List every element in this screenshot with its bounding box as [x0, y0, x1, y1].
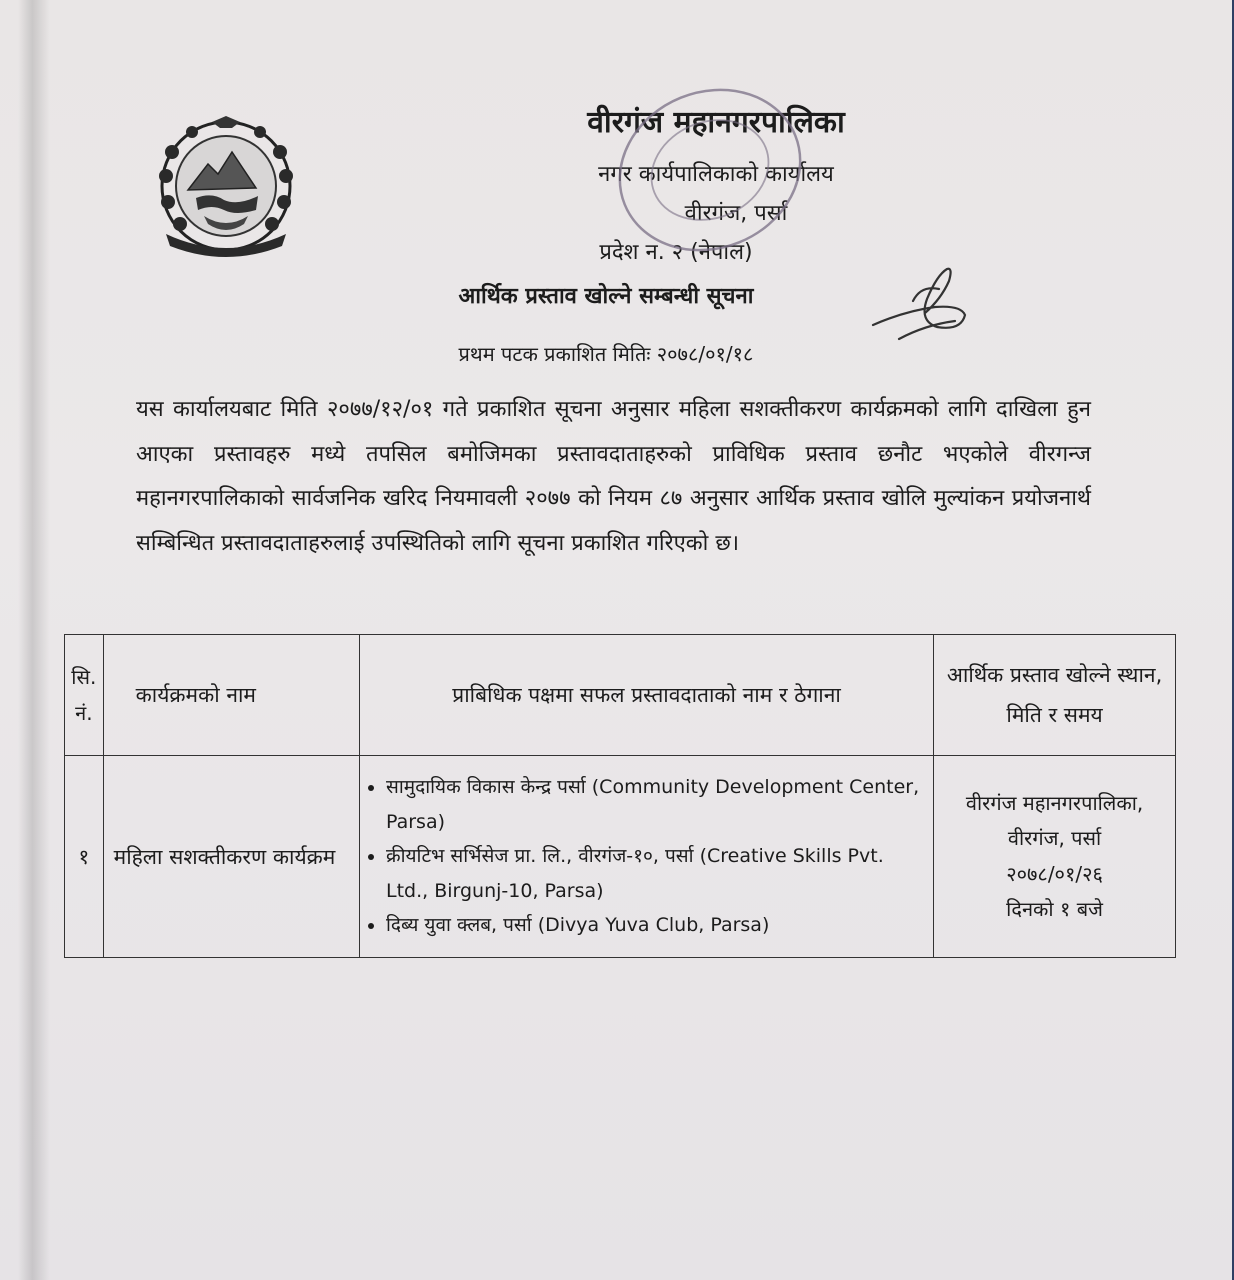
- notice-title: आर्थिक प्रस्ताव खोल्ने सम्बन्धी सूचना: [458, 284, 754, 309]
- header-applicants: प्राबिधिक पक्षमा सफल प्रस्तावदाताको नाम र ठेगाना: [359, 635, 933, 756]
- list-item: • क्रीयटिभ सर्भिसेज प्रा. लि., वीरगंज-१०, पर्सा (Creative Skills Pvt. Ltd., Birgunj-10, Parsa): [386, 839, 923, 908]
- venue-time: दिनको १ बजे: [1006, 897, 1103, 921]
- list-item: • दिब्य युवा क्लब, पर्सा (Divya Yuva Club, Parsa): [386, 908, 923, 943]
- office-stamp: [600, 70, 810, 270]
- applicant-table: [64, 634, 1176, 958]
- row-applicants: [359, 756, 933, 958]
- row-venue: [934, 756, 1176, 958]
- header-program: कार्यक्रमको नाम: [103, 635, 359, 756]
- venue-city: वीरगंज, पर्सा: [1007, 826, 1102, 850]
- province-line: प्रदेश न. २ (नेपाल): [599, 240, 753, 265]
- header-serial: सि. नं.: [65, 635, 104, 756]
- publication-date: प्रथम पटक प्रकाशित मितिः २०७८/०१/१८: [458, 342, 754, 366]
- list-item: • सामुदायिक विकास केन्द्र पर्सा (Community Development Center, Parsa): [386, 770, 923, 839]
- venue-date: २०७८/०१/२६: [1006, 861, 1103, 886]
- table-row: [65, 756, 1176, 958]
- applicant-list: [366, 770, 923, 943]
- venue-place: वीरगंज महानगरपालिका,: [965, 790, 1144, 815]
- municipality-name: वीरगंज महानगरपालिका: [587, 105, 845, 140]
- row-program: महिला सशक्तीकरण कार्यक्रम: [103, 756, 359, 958]
- row-serial: १: [65, 756, 104, 958]
- office-address: वीरगंज, पर्सा: [684, 201, 788, 226]
- office-name: नगर कार्यपालिकाको कार्यालय: [598, 162, 834, 187]
- header-venue: आर्थिक प्रस्ताव खोल्ने स्थान, मिति र समय: [934, 635, 1176, 756]
- table-header-row: [65, 635, 1176, 756]
- notice-paragraph: यस कार्यालयबाट मिति २०७७/१२/०१ गते प्रकाशित सूचना अनुसार महिला सशक्तीकरण कार्यक्रमको लागि दाखिला हुन आएका प्रस्तावहरु मध्ये तपसिल बमोजिमका प्रस्तावदाताहरुको प्राविधिक प्रस्ताव छनौट भएकोले वीरगन्ज महानगरपालिकाको सार्वजनिक खरिद नियमावली २०७७ को नियम ८७ अनुसार आर्थिक प्रस्ताव खोलि मुल्यांकन प्रयोजनार्थ सम्बिन्धित प्रस्तावदाताहरुलाई उपस्थितिको लागि सूचना प्रकाशित गरिएको छ।: [136, 397, 1091, 556]
